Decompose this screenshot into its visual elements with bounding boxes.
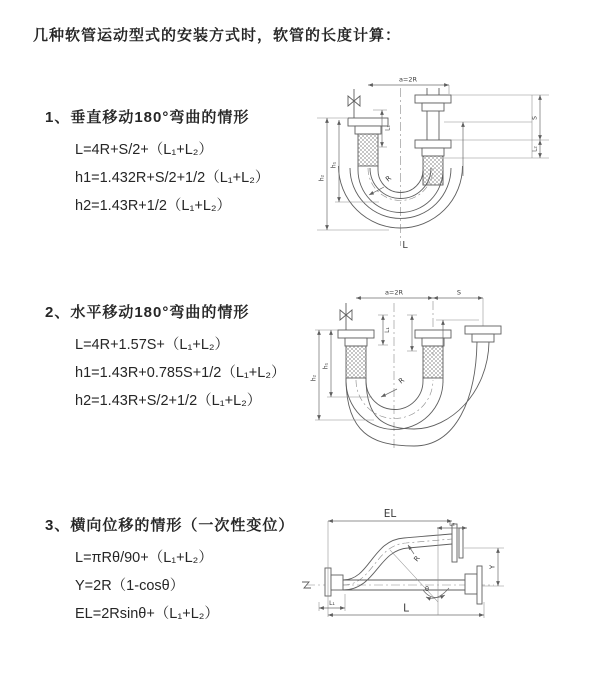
formula-line: Y=2R（1-cosθ） bbox=[75, 578, 185, 594]
valve-icon bbox=[340, 303, 352, 330]
dim-label-l2: L₂ bbox=[449, 520, 455, 528]
formula-line: h1=1.43R+0.785S+1/2（L₁+L₂） bbox=[75, 365, 286, 381]
dim-label-s: S bbox=[456, 288, 462, 297]
dim-label-radius: R bbox=[412, 554, 422, 564]
dim-label-radius: R bbox=[397, 376, 407, 386]
formula-line: h2=1.43R+S/2+1/2（L₁+L₂） bbox=[75, 393, 262, 409]
dimensions bbox=[319, 508, 504, 618]
diagram-lateral-displacement bbox=[298, 498, 593, 658]
dim-label-radius: R bbox=[384, 174, 394, 184]
dim-label-h2: h₂ bbox=[310, 374, 318, 382]
dim-label-l1: L₁ bbox=[384, 125, 392, 131]
valve-icon bbox=[348, 89, 360, 118]
dim-label-h1: h₁ bbox=[330, 161, 338, 169]
diagram-horizontal-180-bend bbox=[302, 283, 587, 458]
formula-line: h2=1.43R+1/2（L₁+L₂） bbox=[75, 198, 232, 214]
dim-label-el: EL bbox=[383, 508, 397, 520]
dim-label-theta: θ bbox=[425, 585, 429, 593]
section-3-heading: 3、横向位移的情形（一次性变位） bbox=[45, 517, 295, 534]
section-1-heading: 1、垂直移动180°弯曲的情形 bbox=[45, 109, 250, 126]
dim-label-h2: h₂ bbox=[318, 174, 326, 182]
section-horizontal-180 bbox=[45, 301, 285, 415]
section-lateral-displacement bbox=[45, 514, 294, 628]
section-vertical-180 bbox=[45, 106, 269, 220]
section-3-formulas bbox=[75, 544, 294, 628]
dim-label-length: L bbox=[403, 602, 409, 615]
section-1-formulas bbox=[75, 136, 269, 220]
section-2-heading: 2、水平移动180°弯曲的情形 bbox=[45, 304, 250, 321]
dim-label-a2r: a=2R bbox=[384, 288, 404, 297]
section-2-formulas bbox=[75, 331, 285, 415]
dim-label-l2: L₂ bbox=[531, 146, 539, 152]
formula-line: L=πRθ/90+（L₁+L₂） bbox=[75, 550, 213, 566]
page-title: 几种软管运动型式的安装方式时，软管的长度计算： bbox=[33, 27, 402, 44]
diagram-vertical-180-bend bbox=[303, 68, 573, 258]
formula-line: L=4R+1.57S+（L₁+L₂） bbox=[75, 337, 230, 353]
formula-line: h1=1.432R+S/2+1/2（L₁+L₂） bbox=[75, 170, 270, 186]
dim-label-h1: h₁ bbox=[322, 362, 330, 370]
formula-line: EL=2Rsinθ+（L₁+L₂） bbox=[75, 606, 219, 622]
dimensions bbox=[311, 289, 484, 421]
hose-assembly bbox=[302, 524, 482, 604]
dim-label-length: L bbox=[402, 240, 408, 251]
dim-label-l1: L₁ bbox=[329, 600, 335, 607]
dim-label-a2r: a=2R bbox=[398, 75, 418, 84]
dim-label-y: Y bbox=[488, 564, 497, 570]
dim-label-s: S bbox=[531, 116, 539, 120]
formula-line: L=4R+S/2+（L₁+L₂） bbox=[75, 142, 213, 158]
dim-label-l1: L₁ bbox=[384, 327, 391, 333]
